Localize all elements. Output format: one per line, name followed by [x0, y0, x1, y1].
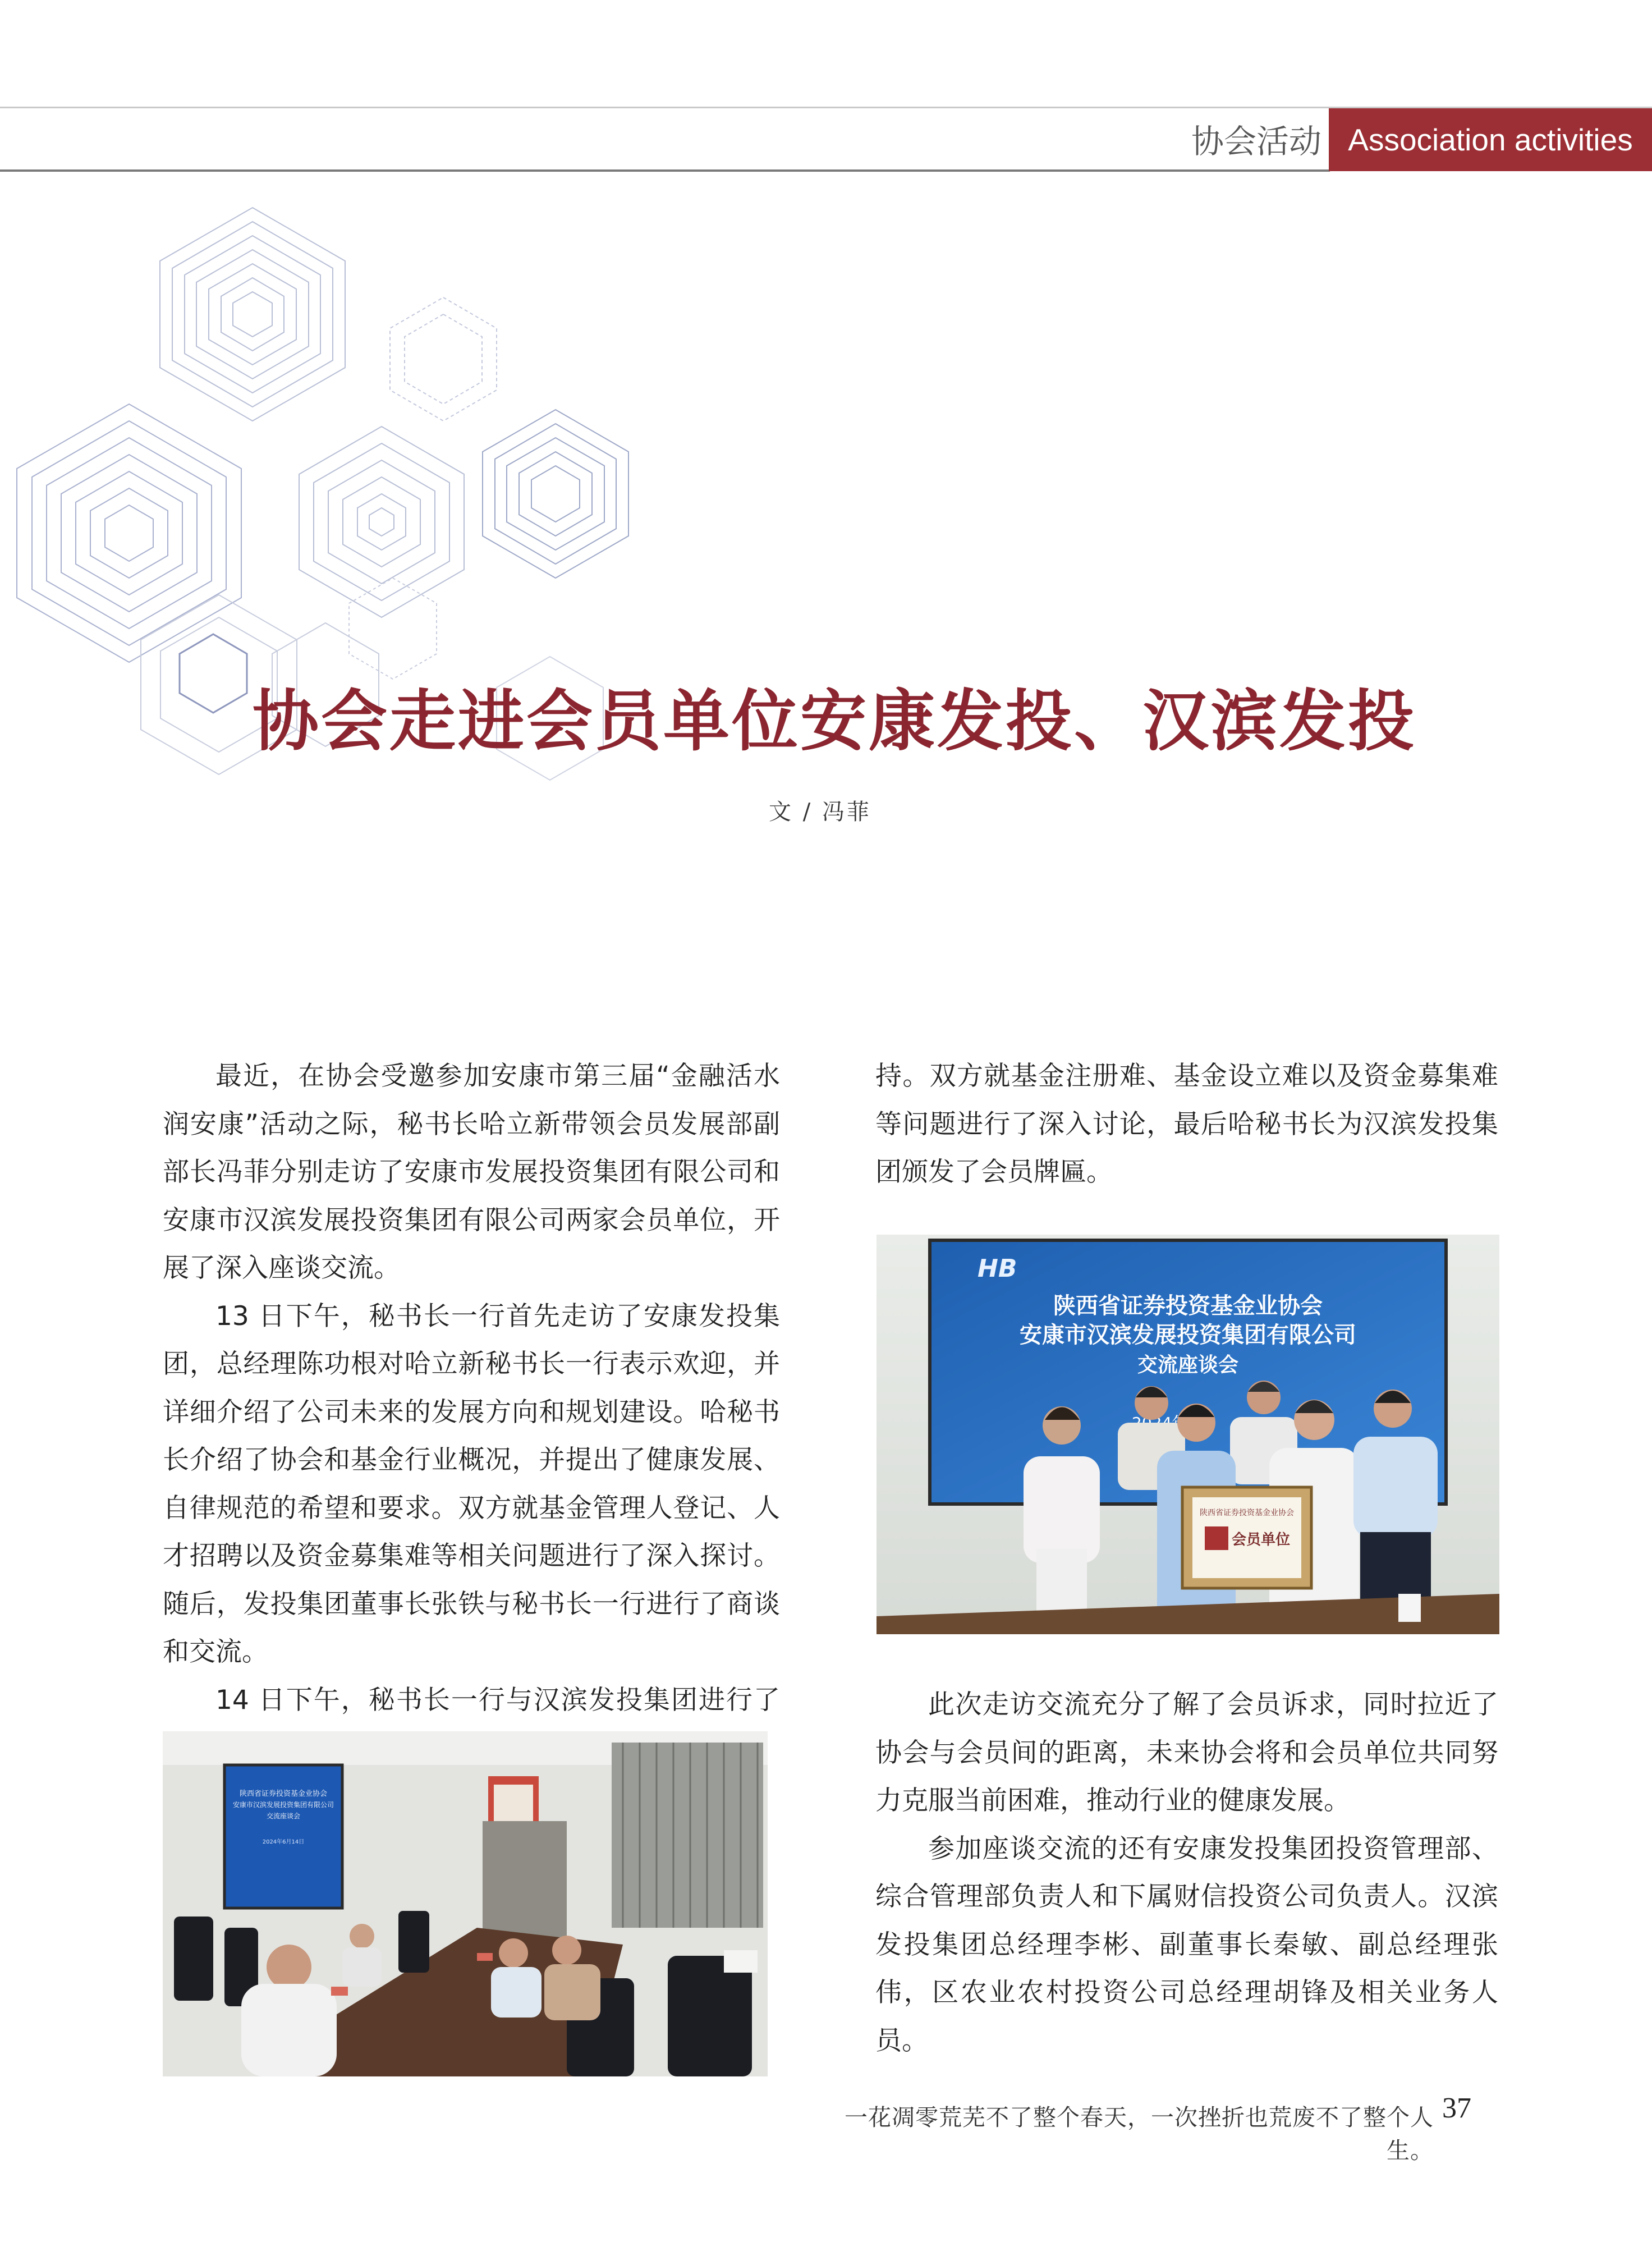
- article-byline: 文 / 冯菲: [769, 799, 871, 825]
- paragraph: 14 日下午，秘书长一行与汉滨发投集团进行了: [215, 1684, 780, 1716]
- screen-logo: HB: [978, 1254, 1017, 1283]
- plaque-text: 会员单位: [1231, 1532, 1291, 1548]
- section-label-cn: 协会活动: [1191, 122, 1321, 161]
- paragraph: 持。双方就基金注册难、基金设立难以及资金募集难等问题进行了深入讨论，最后哈秘书长为汉滨发投集团颁发了会员牌匾。: [875, 1061, 1498, 1188]
- page-number: 37: [1442, 2092, 1471, 2124]
- left-column: [163, 1052, 780, 1772]
- paragraph: 最近，在协会受邀参加安康市第三届“金融活水润安康”活动之际，秘书长哈立新带领会员发展部副部长冯菲分别走访了安康市发展投资集团有限公司和安康市汉滨发展投资集团有限公司两家会员单位，开展了深入座谈交流。: [163, 1061, 780, 1283]
- screen-line-1: 陕西省证券投资基金业协会: [1053, 1293, 1323, 1319]
- screen-date: 2024年6月14日: [262, 1839, 305, 1845]
- screen-line-3: 交流座谈会: [1137, 1354, 1239, 1377]
- article-title: 协会走进会员单位安康发投、汉滨发投: [253, 682, 1417, 760]
- plaque-title: 陕西省证券投资基金业协会: [1200, 1509, 1294, 1517]
- paragraph: 参加座谈交流的还有安康发投集团投资管理部、综合管理部负责人和下属财信投资公司负责人。汉滨发投集团总经理李彬、副董事长秦敏、副总经理张伟，区农业农村投资公司总经理胡锋及相关业务人员。: [875, 1833, 1498, 2056]
- photo-plaque-presentation: [877, 1235, 1499, 1634]
- right-column-bottom: [875, 1681, 1498, 2065]
- section-label-en: Association activities: [1329, 108, 1652, 171]
- header-rule: [0, 169, 1330, 172]
- screen-line-2: 安康市汉滨发展投资集团有限公司: [232, 1801, 334, 1809]
- screen-line-2: 安康市汉滨发展投资集团有限公司: [1020, 1322, 1356, 1348]
- paragraph: 此次走访交流充分了解了会员诉求，同时拉近了协会与会员间的距离，未来协会将和会员单位共同努力克服当前困难，推动行业的健康发展。: [875, 1689, 1498, 1816]
- right-column-top: [875, 1052, 1498, 1196]
- photo-meeting-room: [163, 1731, 768, 2076]
- screen-line-1: 陕西省证券投资基金业协会: [239, 1790, 328, 1798]
- screen-line-3: 交流座谈会: [266, 1812, 301, 1820]
- paragraph: 13 日下午，秘书长一行首先走访了安康发投集团，总经理陈功根对哈立新秘书长一行表示欢迎，并详细介绍了公司未来的发展方向和规划建设。哈秘书长介绍了协会和基金行业概况，并提出了健康发展、自律规范的希望和要求。双方就基金管理人登记、人才招聘以及资金募集难等相关问题进行了深入探讨。随后，发投集团董事长张铁与秘书长一行进行了商谈和交流。: [163, 1300, 780, 1667]
- footer-quote: 一花凋零荒芜不了整个春天，一次挫折也荒废不了整个人生。: [845, 2104, 1434, 2164]
